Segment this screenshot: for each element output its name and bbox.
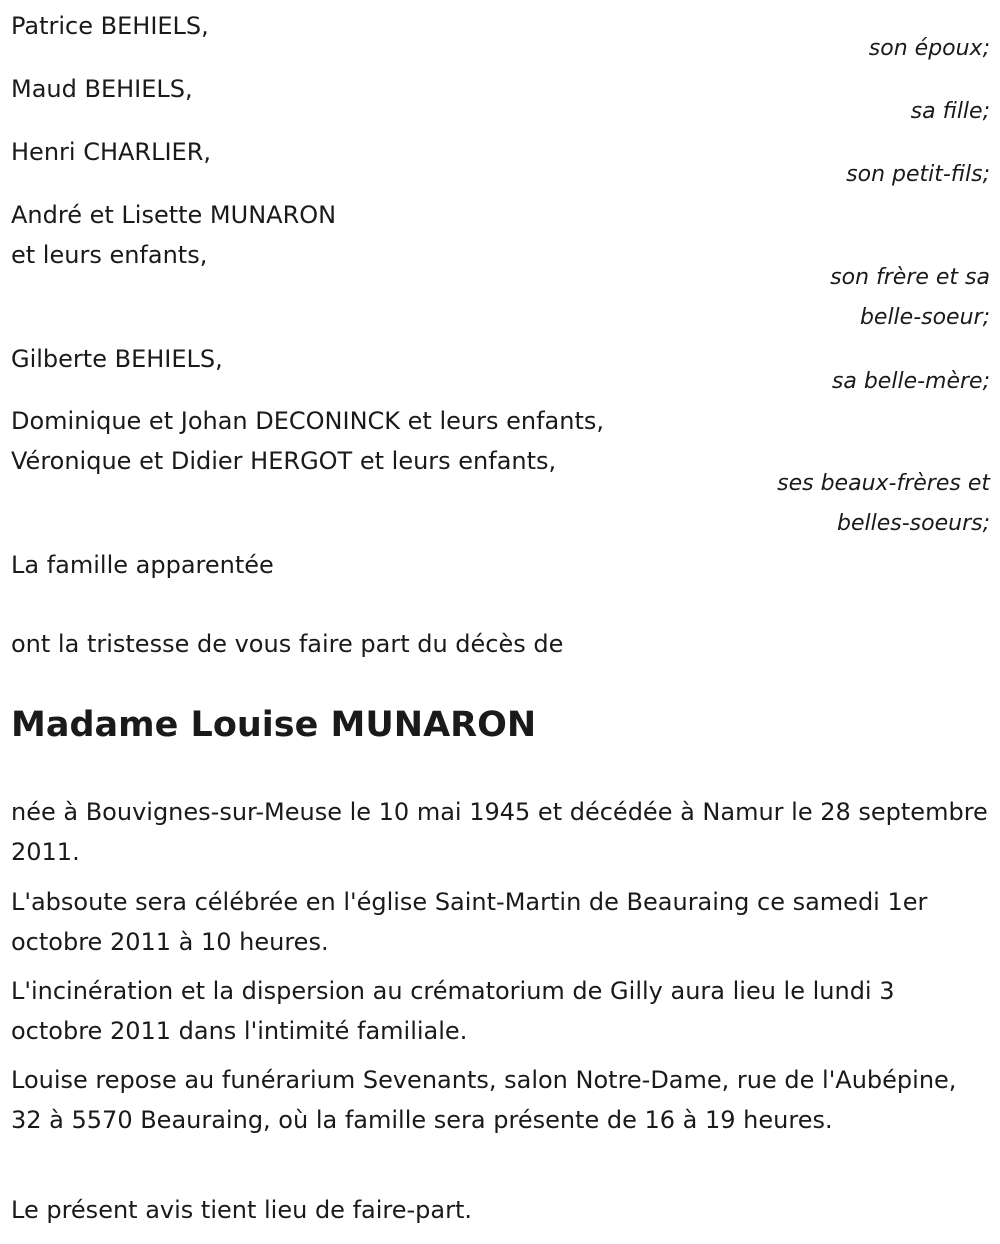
funerarium-paragraph: Louise repose au funérarium Sevenants, salon Notre-Dame, rue de l'Aubépine, 32 à 5570 Beauraing, où la famille sera présente de 16 à 19 heures. [11,1066,957,1134]
relation-in-laws: ses beaux-frères et [777,471,990,496]
family-member-andre-lisette: André et Lisette MUNARON [11,201,337,229]
relation-mother-in-law: sa belle-mère; [831,369,990,394]
extended-family: La famille apparentée [11,551,274,579]
relation-brother: son frère et sa [830,265,990,290]
relation-sister-in-law: belle-soeur; [859,305,990,330]
family-member-dominique-johan: Dominique et Johan DECONINCK et leurs enfants, [11,407,604,435]
family-member-andre-children: et leurs enfants, [11,241,208,269]
family-member-patrice: Patrice BEHIELS, [11,12,209,40]
birth-death-paragraph: née à Bouvignes-sur-Meuse le 10 mai 1945 et décédée à Namur le 28 septembre 2011. [11,798,988,866]
family-member-gilberte: Gilberte BEHIELS, [11,345,223,373]
relation-daughter: sa fille; [910,99,990,124]
absoute-paragraph: L'absoute sera célébrée en l'église Saint-Martin de Beauraing ce samedi 1er octobre 2011 à 10 heures. [11,888,928,956]
faire-part-paragraph: Le présent avis tient lieu de faire-part. [11,1196,473,1224]
relation-spouse: son époux; [868,36,990,61]
family-member-maud: Maud BEHIELS, [11,75,193,103]
deceased-name: Madame Louise MUNARON [11,705,537,745]
relation-sisters-in-law: belles-soeurs; [837,511,990,536]
announcement-text: ont la tristesse de vous faire part du décès de [11,630,564,658]
incineration-paragraph: L'incinération et la dispersion au crématorium de Gilly aura lieu le lundi 3 octobre 2011 dans l'intimité familiale. [11,977,895,1045]
family-member-veronique-didier: Véronique et Didier HERGOT et leurs enfants, [11,447,557,475]
relation-grandson: son petit-fils; [846,162,990,187]
family-member-henri: Henri CHARLIER, [11,138,212,166]
